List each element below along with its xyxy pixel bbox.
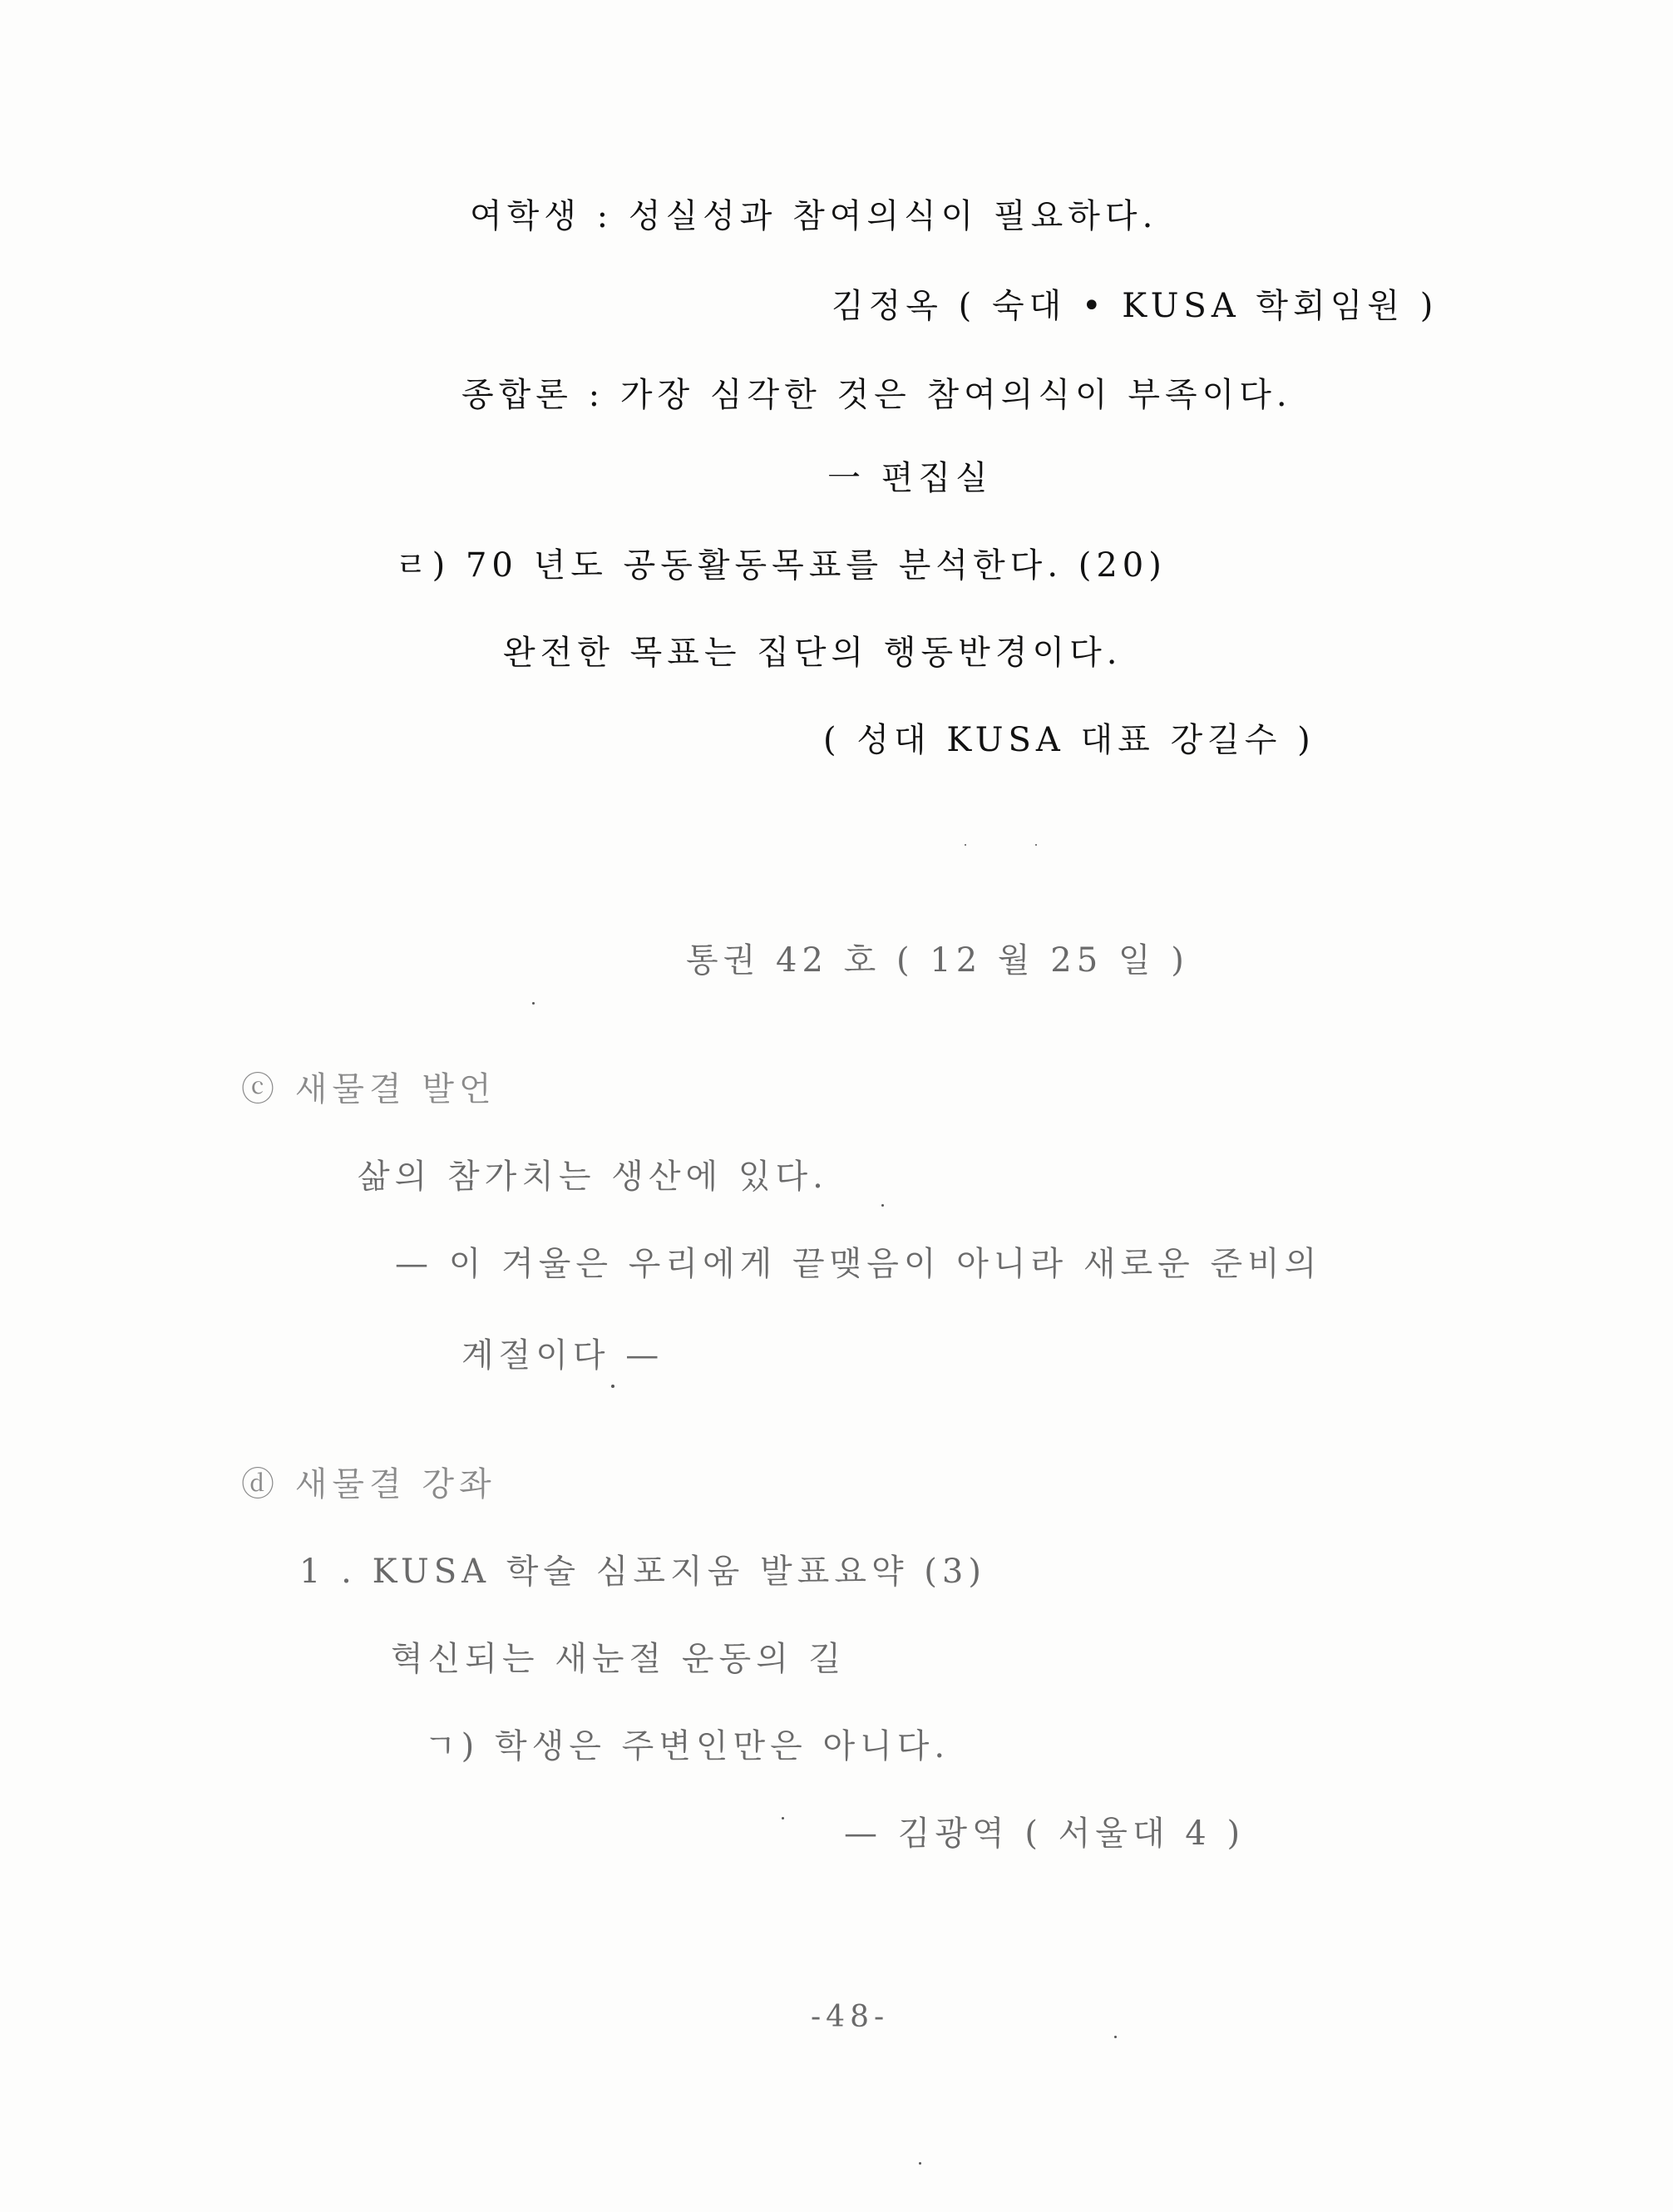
text-line-13: ⓓ 새물결 강좌 bbox=[241, 1465, 496, 1503]
scan-speck bbox=[1114, 2036, 1117, 2038]
text-line-7: ( 성대 KUSA 대표 강길수 ) bbox=[823, 721, 1315, 759]
text-line-12: 계절이다 — bbox=[461, 1336, 664, 1375]
text-line-17: — 김광역 ( 서울대 4 ) bbox=[844, 1815, 1246, 1853]
scan-speck bbox=[532, 1002, 535, 1005]
scan-speck bbox=[965, 844, 966, 846]
scan-speck bbox=[782, 1817, 784, 1819]
text-line-6: 완전한 목표는 집단의 행동반경이다. bbox=[503, 634, 1123, 672]
text-line-4: 一 편집실 bbox=[827, 459, 993, 497]
text-line-3: 종합론 : 가장 심각한 것은 참여의식이 부족이다. bbox=[461, 376, 1292, 414]
text-line-15: 혁신되는 새눈절 운동의 길 bbox=[391, 1640, 846, 1678]
text-line-2: 김정옥 ( 숙대 • KUSA 학회임원 ) bbox=[832, 287, 1439, 325]
text-line-9: ⓒ 새물결 발언 bbox=[241, 1070, 496, 1108]
scan-speck bbox=[1035, 844, 1037, 846]
scan-speck bbox=[919, 2162, 921, 2165]
text-line-5: ㄹ) 70 년도 공동활동목표를 분석한다. (20) bbox=[395, 546, 1167, 585]
text-line-1: 여학생 : 성실성과 참여의식이 필요하다. bbox=[470, 197, 1158, 235]
text-line-8: 통권 42 호 ( 12 월 25 일 ) bbox=[686, 941, 1189, 980]
text-line-16: ㄱ) 학생은 주변인만은 아니다. bbox=[424, 1727, 950, 1765]
text-line-14: 1 . KUSA 학술 심포지움 발표요약 (3) bbox=[299, 1553, 986, 1591]
text-line-10: 삶의 참가치는 생산에 있다. bbox=[358, 1158, 828, 1196]
page-number: -48- bbox=[811, 2000, 890, 2034]
scan-speck bbox=[881, 1204, 884, 1207]
scan-speck bbox=[611, 1385, 614, 1388]
text-line-11: — 이 겨울은 우리에게 끝맺음이 아니라 새로운 준비의 bbox=[395, 1245, 1322, 1283]
